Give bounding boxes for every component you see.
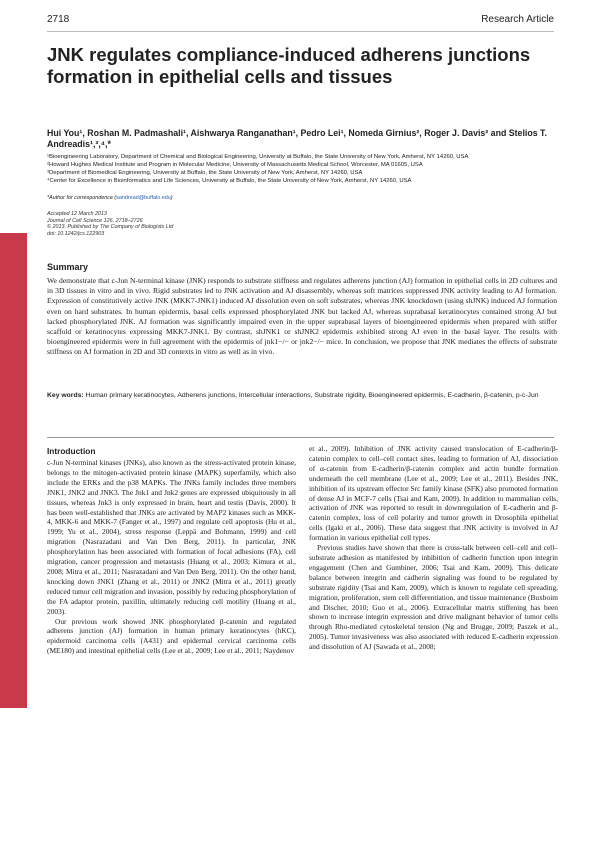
keywords-label: Key words: [47, 392, 84, 399]
keywords [47, 391, 557, 401]
affiliation-2: ²Howard Hughes Medical Institute and Program in Molecular Medicine, University of Massachusetts Medical School, Worcester, MA 01605, USA [47, 162, 423, 168]
left-column [47, 458, 296, 656]
section-label: Research Article [481, 14, 554, 25]
header-rule [47, 31, 554, 32]
copyright: © 2013. Published by The Company of Biologists Ltd [47, 224, 174, 231]
correspondence [47, 195, 173, 201]
intro-paragraph-2: Our previous work showed JNK phosphorylated β-catenin and regulated adherens junction (AJ) formation in human primary keratinocytes (hKC), epidermoid carcinoma cells (A431) and epidermal cervical carcinoma cells (ME180) and intestinal epithelial cells (Lee et al., 2009; Lee et al., 2011; Naydenov [47, 616, 296, 656]
keywords-text: Human primary keratinocytes, Adherens junctions, Intercellular interactions, Substrate rigidity, Bioengineered epidermis, E-cadherin, β-catenin, p-c-Jun [85, 392, 539, 399]
affiliations [47, 153, 567, 185]
introduction-heading: Introduction [47, 446, 96, 456]
right-column [309, 444, 558, 652]
summary-text: We demonstrate that c-Jun N-terminal kinase (JNK) responds to substrate stiffness and regulates adherens junction (AJ) formation in epithelial cells in 2D cultures and in 3D tissues in vitro and in vivo. Rigid substrates led to JNK activation and AJ disassembly, whereas soft matrices suppressed JNK activity leading to AJ formation. Expression of constitutively active JNK (MKK7-JNK1) induced AJ dissolution even on soft substrates, whereas JNK knockdown (using shJNK) induced AJ formation even on hard substrates. In human epidermis, basal cells expressed phosphorylated JNK but lacked AJ, whereas suprabasal keratinocytes contained strong AJ but lacked phosphorylated JNK. AJ formation was significantly impaired even in the upper suprabasal layers of bioengineered epidermis when prepared with stiffer scaffold or keratinocytes expressing MKK7-JNK1. By contrast, shJNK1 or shJNK2 epidermis exhibited strong AJ even in the basal layer. The results with bioengineered epidermis were in full agreement with the epidermis of jnk1−/− or jnk2−/− mice. In conclusion, we propose that JNK mediates the effects of substrate stiffness on AJ formation in 2D and 3D contexts in vitro as well as in vivo. [47, 276, 557, 357]
doi: doi: 10.1242/jcs.122903 [47, 230, 105, 237]
affiliation-3: ³Department of Biomedical Engineering, University at Buffalo, the State University of New York, Amherst, NY 14260, USA [47, 170, 363, 176]
author-list: Hui You¹, Roshan M. Padmashali¹, Aishwarya Ranganathan¹, Pedro Lei¹, Nomeda Girnius², Roger J. Davis² and Stelios T. Andreadis¹,³,⁴,* [47, 128, 547, 149]
intro-paragraph-4: Previous studies have shown that there is cross-talk between cell–cell and cell–substrate adhesion as manifested by inhibition of cadherin function upon integrin engagement (Chen and Gumbiner, 2006; Tsai and Kam, 2009). This delicate balance between integrin and cadherin signaling was found to be regulated by substrate rigidity (Tsai and Kam, 2009), which is known to regulate cell spreading, migration, proliferation, stem cell differentiation, and tissue maintenance (Buxboim and Discher, 2010; Guo et al., 2006). Extracellular matrix stiffening has been shown to increase integrin expression and drive malignant behavior of tumor cells through Rho-mediated cytoskeletal tension (Ng and Brugge, 2009; Paszek et al., 2005). Tumor invasiveness was also associated with reduced E-cadherin expression and dissolution of AJ (Sawada et al., 2008; [309, 543, 558, 652]
correspondence-end: ) [170, 195, 173, 201]
intro-paragraph-1: c-Jun N-terminal kinases (JNKs), also known as the stress-activated protein kinase, belongs to the mitogen-activated protein kinase (MAPK) superfamily, which also include the ERKs and the p38 MAPKs. The JNKs family includes three members JNK1, JNK2 and JNK3. The Jnk1 and Jnk2 genes are expressed ubiquitously in all tissues, whereas Jnk3 is only expressed in brain, heart and testis (Davis, 2000). It has been well-established that JNKs are activated by MAP2 kinases such as MKK-4, MKK-6 and MKK-7 (Fanger et al., 1997) and regulate cell apoptosis (Hu et al., 1999; Yu et al., 2004), stress response (Leppä and Bohmann, 1999) and cell migration (Nasrazadani and Van Den Berg, 2011). In particular, JNK phosphorylation has been associated with formation of focal adhesions (FA), cell migration, cancer progression and metastasis (Huang et al., 2003; Kimura et al., 2008; Mitra et al., 2011; Nasrazadani and Van Den Berg, 2011). On the other hand, knocking down JNK1 (Zhang et al., 2011) or JNK2 (Mitra et al., 2011) greatly reduced tumor cell migration and invasion, possibly by reducing phosphorylation of the FA adaptor protein, paxillin, ultimately reducing cell motility (Huang et al., 2003). [47, 458, 296, 616]
page-number: 2718 [47, 14, 70, 25]
publication-info [47, 211, 173, 237]
intro-paragraph-3: et al., 2009). Inhibition of JNK activity caused translocation of E-cadherin/β-catenin complex to cell–cell contact sites, leading to formation of AJ, dissociation of α-catenin from E-cadherin/β-catenin complex and actin bundle formation underneath the cell membrane (Lee et al., 2009; Lee et al., 2011). Besides JNK, inhibition of its upstream effector Src family kinase (SFK) also promoted formation of dense AJ in MCF-7 cells (Tsai and Kam, 2009). In addition to mammalian cells, activation of JNK was reported to result in downregulation of E-cadherin and β-catenin complex, loss of cell polarity and tumor growth in Drosophila epithelial cells (Igaki et al., 2006). These data suggest that JNK activity is involved in AJ formation in various epithelial cell types. [309, 444, 558, 543]
article-title: JNK regulates compliance-induced adherens junctions formation in epithelial cells and tissues [47, 44, 531, 87]
correspondence-email-link[interactable]: sandread@buffalo.edu [116, 195, 171, 201]
affiliation-1: ¹Bioengineering Laboratory, Department of Chemical and Biological Engineering, University at Buffalo, the State University of New York, Amherst, NY 14260, USA [47, 154, 469, 160]
journal-citation: Journal of Cell Science 126, 2718–2726 [47, 217, 143, 224]
affiliation-4: ⁴Center for Excellence in Bioinformatics and Life Sciences, University at Buffalo, the State University of New York, Amherst, NY 14260, USA [47, 178, 412, 184]
accepted-date: Accepted 12 March 2013 [47, 211, 107, 217]
keywords-rule [47, 437, 554, 438]
journal-sidebar [0, 233, 27, 859]
journal-name: Journal of Cell Science [5, 731, 19, 859]
correspondence-label: *Author for correspondence ( [47, 195, 117, 201]
summary-heading: Summary [47, 262, 89, 272]
